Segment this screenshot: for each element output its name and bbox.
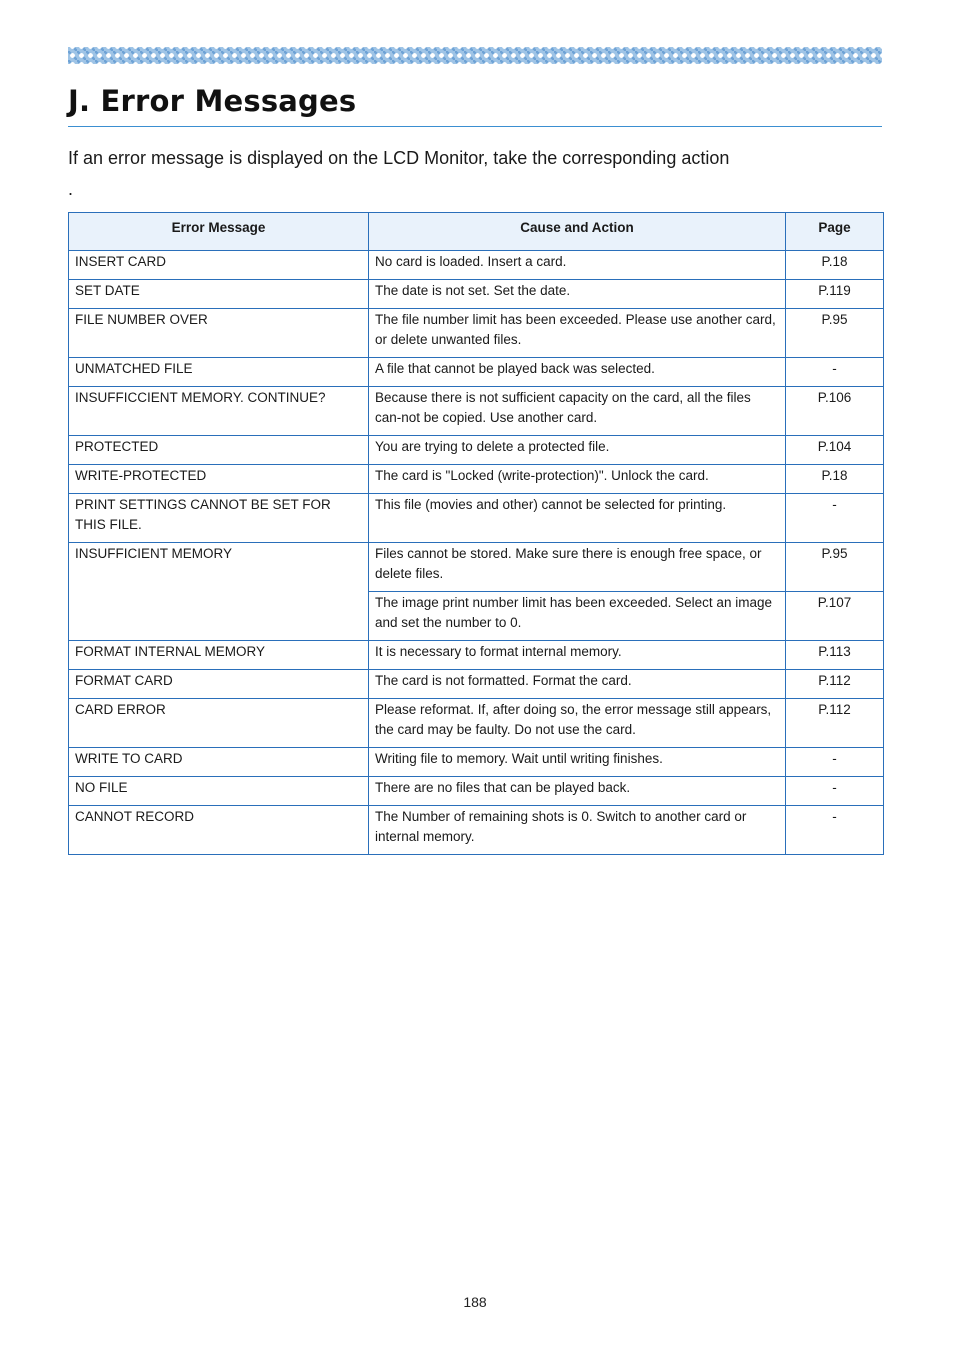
column-header-error-message: Error Message [69, 213, 369, 251]
error-message-cell: UNMATCHED FILE [69, 358, 369, 387]
page-title: J. Error Messages [68, 84, 357, 118]
error-message-cell: SET DATE [69, 280, 369, 309]
error-message-cell: WRITE-PROTECTED [69, 465, 369, 494]
table-row [69, 748, 884, 777]
error-message-cell: NO FILE [69, 777, 369, 806]
cause-action-cell: The date is not set. Set the date. [369, 280, 786, 309]
cause-action-cell: The image print number limit has been exceeded. Select an image and set the number to 0. [369, 592, 786, 641]
table-header-row [69, 213, 884, 251]
table-row [69, 358, 884, 387]
page-ref-cell: - [786, 806, 884, 855]
page-ref-cell: P.104 [786, 436, 884, 465]
table-row [69, 641, 884, 670]
cause-action-cell: The Number of remaining shots is 0. Switch to another card or internal memory. [369, 806, 786, 855]
table-row [69, 543, 884, 592]
cause-action-cell: Please reformat. If, after doing so, the error message still appears, the card may be faulty. Do not use the card. [369, 699, 786, 748]
page-ref-cell: - [786, 748, 884, 777]
table-row [69, 436, 884, 465]
cause-action-cell: No card is loaded. Insert a card. [369, 251, 786, 280]
page-ref-cell: P.106 [786, 387, 884, 436]
cause-action-cell: The card is "Locked (write-protection)". Unlock the card. [369, 465, 786, 494]
page-ref-cell: P.119 [786, 280, 884, 309]
error-message-cell: PRINT SETTINGS CANNOT BE SET FOR THIS FILE. [69, 494, 369, 543]
cause-action-cell: This file (movies and other) cannot be selected for printing. [369, 494, 786, 543]
cause-action-cell: There are no files that can be played back. [369, 777, 786, 806]
cause-action-cell: Writing file to memory. Wait until writing finishes. [369, 748, 786, 777]
column-header-page: Page [786, 213, 884, 251]
error-message-cell: WRITE TO CARD [69, 748, 369, 777]
page-ref-cell: - [786, 358, 884, 387]
cause-action-cell: You are trying to delete a protected file. [369, 436, 786, 465]
page-ref-cell: P.107 [786, 592, 884, 641]
cause-action-cell: The file number limit has been exceeded. Please use another card, or delete unwanted files. [369, 309, 786, 358]
page-ref-cell: - [786, 494, 884, 543]
decorative-header-band [68, 47, 882, 64]
error-message-cell: CANNOT RECORD [69, 806, 369, 855]
cause-action-cell: It is necessary to format internal memory. [369, 641, 786, 670]
table-row [69, 670, 884, 699]
title-underline [68, 126, 882, 127]
page-ref-cell: P.18 [786, 251, 884, 280]
error-message-cell: INSUFFICCIENT MEMORY. CONTINUE? [69, 387, 369, 436]
cause-action-cell: Files cannot be stored. Make sure there is enough free space, or delete files. [369, 543, 786, 592]
error-message-cell: INSUFFICIENT MEMORY [69, 543, 369, 641]
error-message-cell: FILE NUMBER OVER [69, 309, 369, 358]
error-message-cell: CARD ERROR [69, 699, 369, 748]
table-row [69, 806, 884, 855]
table-row [69, 494, 884, 543]
column-header-cause-and-action: Cause and Action [369, 213, 786, 251]
cause-action-cell: The card is not formatted. Format the card. [369, 670, 786, 699]
error-messages-table [68, 212, 884, 855]
page-ref-cell: P.112 [786, 699, 884, 748]
error-message-cell: INSERT CARD [69, 251, 369, 280]
page-ref-cell: P.112 [786, 670, 884, 699]
page-number: 188 [463, 1294, 487, 1310]
page-ref-cell: P.95 [786, 309, 884, 358]
intro-text: If an error message is displayed on the LCD Monitor, take the corresponding action [68, 148, 730, 168]
error-message-cell: PROTECTED [69, 436, 369, 465]
page-ref-cell: P.95 [786, 543, 884, 592]
cause-action-cell: A file that cannot be played back was selected. [369, 358, 786, 387]
error-message-cell: FORMAT CARD [69, 670, 369, 699]
error-message-cell: FORMAT INTERNAL MEMORY [69, 641, 369, 670]
cause-action-cell: Because there is not sufficient capacity on the card, all the files can-not be copied. Use another card. [369, 387, 786, 436]
page-ref-cell: P.18 [786, 465, 884, 494]
table-row [69, 251, 884, 280]
table-row [69, 699, 884, 748]
page-ref-cell: - [786, 777, 884, 806]
table-row [69, 280, 884, 309]
table-row [69, 309, 884, 358]
intro-trailing-period: . [68, 179, 74, 199]
page-ref-cell: P.113 [786, 641, 884, 670]
table-row [69, 465, 884, 494]
table-row [69, 777, 884, 806]
table-row [69, 387, 884, 436]
